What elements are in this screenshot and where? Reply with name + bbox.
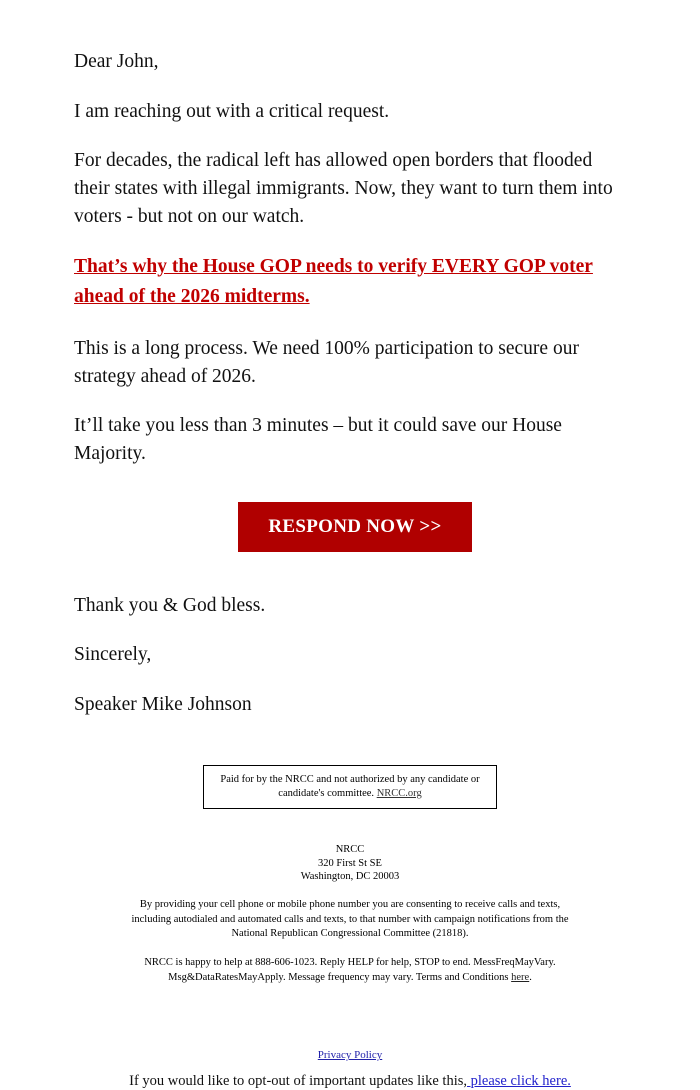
footer-consent-text: By providing your cell phone or mobile phone number you are consenting to receive calls and texts, including autodialed and automated calls and texts, to that number with campaign notifications from the National Republican Congressional Committee (21818).: [131, 899, 569, 940]
privacy-policy-link[interactable]: Privacy Policy: [317, 1049, 383, 1062]
sender-name: Speaker Mike Johnson: [74, 694, 252, 716]
footer-help-text-before: NRCC is happy to help at 888-606-1023. Reply HELP for help, STOP to end. MessFreqMayVary. Msg&DataRatesMayApply. Message frequency may vary. Terms and Conditions: [144, 957, 556, 983]
thank-you-text: Thank you & God bless.: [74, 594, 266, 616]
body-paragraph-2: This is a long process. We need 100% participation to secure our strategy ahead of 2026.: [74, 337, 579, 387]
footer-address: [74, 843, 626, 884]
optout-link[interactable]: please click here.: [467, 1073, 571, 1090]
respond-now-button[interactable]: RESPOND NOW >>: [238, 502, 471, 552]
cta-container: [74, 502, 626, 552]
paid-for-disclaimer: [203, 765, 497, 809]
highlighted-statement: That’s why the House GOP needs to verify EVERY GOP voter ahead of the 2026 midterms.: [74, 256, 593, 307]
footer-help-text-after: .: [529, 971, 532, 983]
optout-line: [74, 1073, 626, 1090]
signature-block: [74, 592, 626, 719]
footer-help-text: [74, 956, 626, 985]
nrcc-org-link[interactable]: NRCC.org: [376, 787, 422, 799]
disclaimer-text: Paid for by the NRCC and not authorized by any candidate or candidate's committee.: [220, 773, 480, 799]
bottom-links: [74, 1045, 626, 1090]
disclaimer-container: [74, 765, 626, 809]
footer-street: 320 First St SE: [318, 857, 382, 869]
greeting-text: Dear John,: [74, 51, 159, 72]
footer: [74, 843, 626, 985]
body-paragraph-1: For decades, the radical left has allowed open borders that flooded their states with illegal immigrants. Now, they want to turn them into voters - but not on our watch.: [74, 150, 613, 227]
intro-paragraph: I am reaching out with a critical request.: [74, 100, 390, 122]
footer-org-name: NRCC: [335, 844, 365, 856]
footer-city-state-zip: Washington, DC 20003: [300, 871, 400, 883]
body-paragraph-3: It’ll take you less than 3 minutes – but it could save our House Majority.: [74, 415, 562, 464]
terms-and-conditions-link[interactable]: here: [511, 971, 530, 983]
optout-text: If you would like to opt-out of important updates like this,: [129, 1073, 468, 1090]
sincerely-text: Sincerely,: [74, 644, 152, 666]
